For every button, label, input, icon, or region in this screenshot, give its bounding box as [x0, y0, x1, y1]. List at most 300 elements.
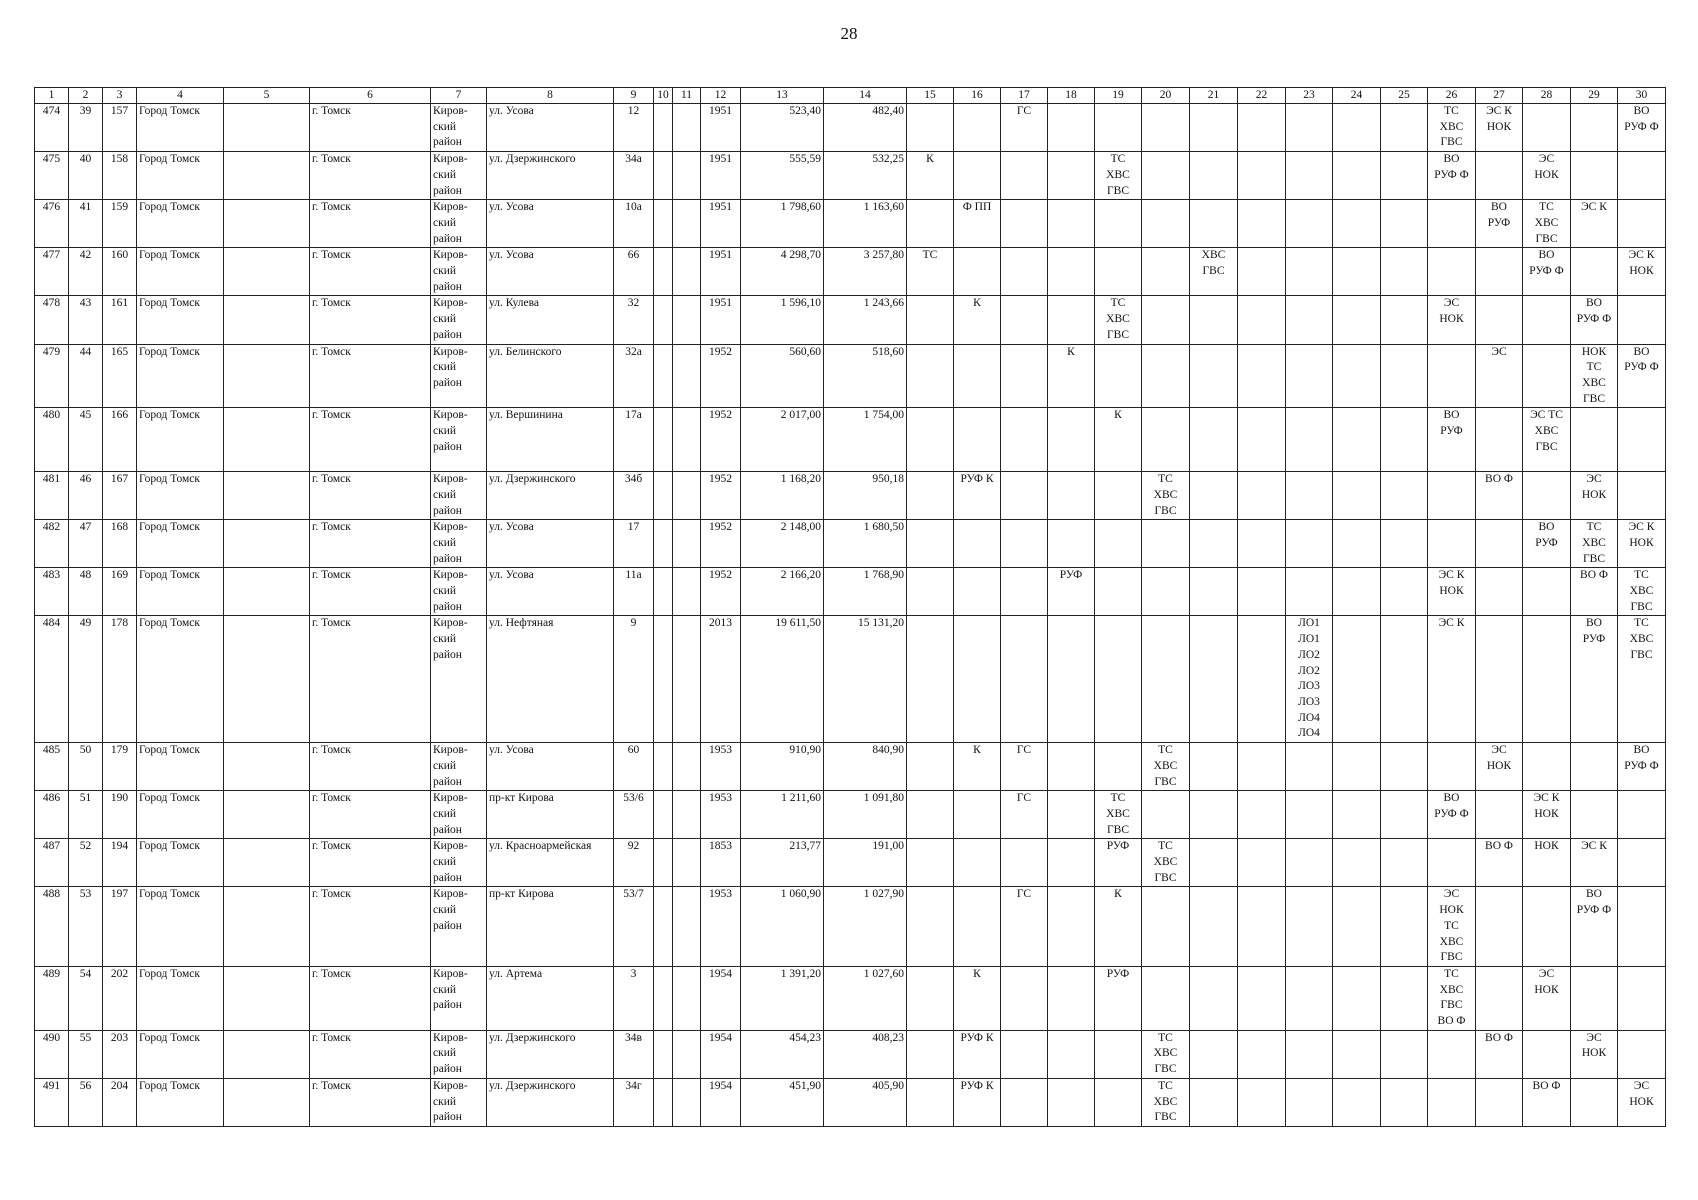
cell-col-30: ЭС К НОК	[1618, 248, 1666, 296]
cell-col-23	[1286, 296, 1333, 344]
cell-col-9: 9	[614, 616, 654, 743]
cell-col-24	[1333, 520, 1381, 568]
cell-col-8: ул. Вершинина	[487, 408, 614, 472]
cell-col-4: Город Томск	[137, 839, 224, 887]
cell-col-18	[1048, 200, 1095, 248]
cell-col-14: 950,18	[824, 472, 907, 520]
cell-col-30	[1618, 296, 1666, 344]
cell-col-28	[1523, 472, 1571, 520]
cell-col-19	[1095, 616, 1142, 743]
cell-col-21	[1190, 200, 1238, 248]
cell-col-24	[1333, 1030, 1381, 1078]
cell-col-30	[1618, 472, 1666, 520]
table-row	[35, 152, 1666, 200]
cell-col-18	[1048, 152, 1095, 200]
cell-col-25	[1381, 616, 1428, 743]
cell-col-17	[1001, 296, 1048, 344]
cell-col-26: ЭС К НОК	[1428, 568, 1476, 616]
cell-col-15	[907, 1030, 954, 1078]
cell-col-18	[1048, 1078, 1095, 1126]
column-header-29: 29	[1571, 88, 1618, 104]
cell-col-15	[907, 344, 954, 408]
cell-col-5	[224, 248, 310, 296]
cell-col-24	[1333, 408, 1381, 472]
cell-col-16: Ф ПП	[954, 200, 1001, 248]
cell-col-13: 910,90	[741, 743, 824, 791]
cell-col-7: Киров- ский район	[431, 520, 487, 568]
cell-col-19: ТС ХВС ГВС	[1095, 296, 1142, 344]
cell-col-10	[654, 1078, 673, 1126]
cell-col-15	[907, 296, 954, 344]
cell-col-20: ТС ХВС ГВС	[1142, 1078, 1190, 1126]
cell-col-16	[954, 344, 1001, 408]
cell-col-10	[654, 520, 673, 568]
cell-col-4: Город Томск	[137, 791, 224, 839]
cell-col-3: 165	[103, 344, 137, 408]
cell-col-9: 53/7	[614, 887, 654, 967]
cell-col-11	[673, 1030, 701, 1078]
cell-col-1: 481	[35, 472, 69, 520]
cell-col-7: Киров- ский район	[431, 1078, 487, 1126]
cell-col-29	[1571, 104, 1618, 152]
cell-col-1: 479	[35, 344, 69, 408]
cell-col-28: ЭС ТС ХВС ГВС	[1523, 408, 1571, 472]
cell-col-2: 54	[69, 966, 103, 1030]
cell-col-13: 2 166,20	[741, 568, 824, 616]
cell-col-21	[1190, 1030, 1238, 1078]
cell-col-4: Город Томск	[137, 296, 224, 344]
cell-col-13: 1 168,20	[741, 472, 824, 520]
cell-col-12: 1853	[701, 839, 741, 887]
cell-col-21	[1190, 568, 1238, 616]
cell-col-26: ВО РУФ Ф	[1428, 152, 1476, 200]
cell-col-4: Город Томск	[137, 200, 224, 248]
cell-col-20: ТС ХВС ГВС	[1142, 743, 1190, 791]
cell-col-16: РУФ К	[954, 1030, 1001, 1078]
cell-col-21	[1190, 472, 1238, 520]
cell-col-14: 482,40	[824, 104, 907, 152]
cell-col-10	[654, 344, 673, 408]
cell-col-12: 1951	[701, 296, 741, 344]
cell-col-26	[1428, 839, 1476, 887]
cell-col-14: 1 768,90	[824, 568, 907, 616]
cell-col-17	[1001, 520, 1048, 568]
cell-col-11	[673, 152, 701, 200]
table-row	[35, 887, 1666, 967]
column-header-7: 7	[431, 88, 487, 104]
cell-col-16: К	[954, 296, 1001, 344]
column-header-3: 3	[103, 88, 137, 104]
cell-col-23	[1286, 520, 1333, 568]
cell-col-25	[1381, 344, 1428, 408]
cell-col-27: ЭС НОК	[1476, 743, 1523, 791]
cell-col-22	[1238, 966, 1286, 1030]
cell-col-5	[224, 408, 310, 472]
cell-col-6: г. Томск	[310, 743, 431, 791]
cell-col-5	[224, 344, 310, 408]
cell-col-27	[1476, 791, 1523, 839]
table-row	[35, 408, 1666, 472]
cell-col-14: 1 027,90	[824, 887, 907, 967]
cell-col-28	[1523, 743, 1571, 791]
column-header-20: 20	[1142, 88, 1190, 104]
cell-col-17	[1001, 616, 1048, 743]
cell-col-22	[1238, 743, 1286, 791]
cell-col-4: Город Томск	[137, 104, 224, 152]
cell-col-16	[954, 520, 1001, 568]
cell-col-28: ВО Ф	[1523, 1078, 1571, 1126]
cell-col-3: 159	[103, 200, 137, 248]
cell-col-28	[1523, 568, 1571, 616]
cell-col-13: 1 060,90	[741, 887, 824, 967]
cell-col-15	[907, 104, 954, 152]
cell-col-19	[1095, 520, 1142, 568]
cell-col-8: ул. Усова	[487, 520, 614, 568]
cell-col-16	[954, 568, 1001, 616]
table-row	[35, 200, 1666, 248]
cell-col-15	[907, 839, 954, 887]
cell-col-11	[673, 520, 701, 568]
cell-col-25	[1381, 200, 1428, 248]
cell-col-27	[1476, 616, 1523, 743]
cell-col-17	[1001, 839, 1048, 887]
cell-col-10	[654, 743, 673, 791]
table-row	[35, 296, 1666, 344]
cell-col-3: 203	[103, 1030, 137, 1078]
cell-col-21	[1190, 616, 1238, 743]
cell-col-8: пр-кт Кирова	[487, 791, 614, 839]
cell-col-22	[1238, 839, 1286, 887]
cell-col-10	[654, 408, 673, 472]
cell-col-29: ЭС НОК	[1571, 472, 1618, 520]
cell-col-19	[1095, 1078, 1142, 1126]
column-header-24: 24	[1333, 88, 1381, 104]
cell-col-2: 49	[69, 616, 103, 743]
cell-col-9: 32	[614, 296, 654, 344]
cell-col-23	[1286, 104, 1333, 152]
table-row	[35, 568, 1666, 616]
cell-col-12: 1951	[701, 248, 741, 296]
cell-col-7: Киров- ский район	[431, 408, 487, 472]
cell-col-9: 10а	[614, 200, 654, 248]
cell-col-6: г. Томск	[310, 296, 431, 344]
cell-col-26	[1428, 344, 1476, 408]
cell-col-4: Город Томск	[137, 344, 224, 408]
cell-col-25	[1381, 152, 1428, 200]
cell-col-26: ЭС НОК	[1428, 296, 1476, 344]
cell-col-26: ЭС К	[1428, 616, 1476, 743]
cell-col-19: РУФ	[1095, 966, 1142, 1030]
cell-col-25	[1381, 743, 1428, 791]
cell-col-23	[1286, 248, 1333, 296]
cell-col-30: ТС ХВС ГВС	[1618, 568, 1666, 616]
cell-col-6: г. Томск	[310, 887, 431, 967]
column-header-21: 21	[1190, 88, 1238, 104]
cell-col-28	[1523, 616, 1571, 743]
cell-col-23	[1286, 966, 1333, 1030]
cell-col-17	[1001, 472, 1048, 520]
cell-col-15: ТС	[907, 248, 954, 296]
cell-col-28: ЭС К НОК	[1523, 791, 1571, 839]
column-header-13: 13	[741, 88, 824, 104]
cell-col-8: ул. Усова	[487, 200, 614, 248]
cell-col-11	[673, 344, 701, 408]
cell-col-12: 1953	[701, 791, 741, 839]
cell-col-15	[907, 743, 954, 791]
cell-col-1: 483	[35, 568, 69, 616]
cell-col-9: 11а	[614, 568, 654, 616]
cell-col-13: 451,90	[741, 1078, 824, 1126]
cell-col-23	[1286, 791, 1333, 839]
cell-col-18	[1048, 520, 1095, 568]
cell-col-20	[1142, 248, 1190, 296]
cell-col-27	[1476, 966, 1523, 1030]
cell-col-22	[1238, 248, 1286, 296]
cell-col-9: 92	[614, 839, 654, 887]
cell-col-6: г. Томск	[310, 248, 431, 296]
cell-col-16	[954, 408, 1001, 472]
cell-col-16	[954, 791, 1001, 839]
cell-col-22	[1238, 104, 1286, 152]
cell-col-4: Город Томск	[137, 472, 224, 520]
cell-col-14: 15 131,20	[824, 616, 907, 743]
cell-col-21	[1190, 743, 1238, 791]
cell-col-24	[1333, 152, 1381, 200]
cell-col-26	[1428, 200, 1476, 248]
cell-col-30: ВО РУФ Ф	[1618, 743, 1666, 791]
cell-col-29: ВО Ф	[1571, 568, 1618, 616]
cell-col-26: ТС ХВС ГВС	[1428, 104, 1476, 152]
cell-col-1: 487	[35, 839, 69, 887]
cell-col-1: 486	[35, 791, 69, 839]
cell-col-24	[1333, 1078, 1381, 1126]
cell-col-8: ул. Дзержинского	[487, 152, 614, 200]
cell-col-14: 1 243,66	[824, 296, 907, 344]
cell-col-5	[224, 1030, 310, 1078]
cell-col-8: ул. Нефтяная	[487, 616, 614, 743]
cell-col-5	[224, 887, 310, 967]
cell-col-2: 45	[69, 408, 103, 472]
cell-col-4: Город Томск	[137, 408, 224, 472]
cell-col-3: 204	[103, 1078, 137, 1126]
cell-col-5	[224, 791, 310, 839]
cell-col-4: Город Томск	[137, 1078, 224, 1126]
cell-col-10	[654, 296, 673, 344]
cell-col-20: ТС ХВС ГВС	[1142, 1030, 1190, 1078]
cell-col-19: К	[1095, 408, 1142, 472]
cell-col-5	[224, 616, 310, 743]
cell-col-29	[1571, 1078, 1618, 1126]
cell-col-26: ЭС НОК ТС ХВС ГВС	[1428, 887, 1476, 967]
cell-col-2: 56	[69, 1078, 103, 1126]
column-header-15: 15	[907, 88, 954, 104]
cell-col-5	[224, 1078, 310, 1126]
cell-col-30	[1618, 408, 1666, 472]
cell-col-12: 2013	[701, 616, 741, 743]
cell-col-12: 1951	[701, 104, 741, 152]
cell-col-25	[1381, 791, 1428, 839]
cell-col-6: г. Томск	[310, 966, 431, 1030]
column-header-30: 30	[1618, 88, 1666, 104]
cell-col-14: 1 027,60	[824, 966, 907, 1030]
cell-col-2: 55	[69, 1030, 103, 1078]
cell-col-21	[1190, 839, 1238, 887]
cell-col-7: Киров- ский район	[431, 472, 487, 520]
cell-col-28	[1523, 887, 1571, 967]
cell-col-15: К	[907, 152, 954, 200]
cell-col-13: 555,59	[741, 152, 824, 200]
cell-col-6: г. Томск	[310, 839, 431, 887]
table-row	[35, 520, 1666, 568]
cell-col-15	[907, 887, 954, 967]
cell-col-9: 53/6	[614, 791, 654, 839]
cell-col-23	[1286, 408, 1333, 472]
cell-col-29: ЭС К	[1571, 200, 1618, 248]
cell-col-13: 523,40	[741, 104, 824, 152]
cell-col-18: К	[1048, 344, 1095, 408]
cell-col-1: 475	[35, 152, 69, 200]
column-header-4: 4	[137, 88, 224, 104]
cell-col-2: 44	[69, 344, 103, 408]
cell-col-24	[1333, 472, 1381, 520]
cell-col-27	[1476, 152, 1523, 200]
cell-col-16: К	[954, 743, 1001, 791]
cell-col-2: 53	[69, 887, 103, 967]
column-header-5: 5	[224, 88, 310, 104]
cell-col-3: 158	[103, 152, 137, 200]
cell-col-20	[1142, 791, 1190, 839]
cell-col-23	[1286, 200, 1333, 248]
cell-col-23	[1286, 152, 1333, 200]
cell-col-21	[1190, 344, 1238, 408]
column-header-14: 14	[824, 88, 907, 104]
cell-col-5	[224, 966, 310, 1030]
cell-col-3: 167	[103, 472, 137, 520]
cell-col-1: 485	[35, 743, 69, 791]
column-header-25: 25	[1381, 88, 1428, 104]
cell-col-25	[1381, 520, 1428, 568]
cell-col-17	[1001, 568, 1048, 616]
page-number: 28	[840, 24, 858, 43]
table-row	[35, 344, 1666, 408]
cell-col-12: 1952	[701, 472, 741, 520]
cell-col-12: 1952	[701, 344, 741, 408]
cell-col-3: 190	[103, 791, 137, 839]
cell-col-18	[1048, 408, 1095, 472]
cell-col-14: 1 754,00	[824, 408, 907, 472]
cell-col-16	[954, 887, 1001, 967]
cell-col-3: 157	[103, 104, 137, 152]
cell-col-10	[654, 839, 673, 887]
table-row	[35, 104, 1666, 152]
cell-col-3: 194	[103, 839, 137, 887]
cell-col-16: К	[954, 966, 1001, 1030]
cell-col-29	[1571, 152, 1618, 200]
cell-col-11	[673, 791, 701, 839]
column-header-19: 19	[1095, 88, 1142, 104]
column-header-16: 16	[954, 88, 1001, 104]
cell-col-10	[654, 472, 673, 520]
cell-col-16	[954, 104, 1001, 152]
cell-col-25	[1381, 887, 1428, 967]
cell-col-22	[1238, 791, 1286, 839]
cell-col-18	[1048, 743, 1095, 791]
cell-col-24	[1333, 568, 1381, 616]
column-header-1: 1	[35, 88, 69, 104]
cell-col-7: Киров- ский район	[431, 839, 487, 887]
cell-col-14: 1 680,50	[824, 520, 907, 568]
cell-col-28	[1523, 296, 1571, 344]
cell-col-18	[1048, 296, 1095, 344]
cell-col-1: 490	[35, 1030, 69, 1078]
cell-col-10	[654, 568, 673, 616]
cell-col-9: 66	[614, 248, 654, 296]
cell-col-16	[954, 248, 1001, 296]
cell-col-7: Киров- ский район	[431, 743, 487, 791]
cell-col-30: ВО РУФ Ф	[1618, 344, 1666, 408]
cell-col-29: ТС ХВС ГВС	[1571, 520, 1618, 568]
cell-col-21	[1190, 520, 1238, 568]
cell-col-21	[1190, 408, 1238, 472]
cell-col-13: 2 148,00	[741, 520, 824, 568]
cell-col-23	[1286, 887, 1333, 967]
cell-col-28: ТС ХВС ГВС	[1523, 200, 1571, 248]
cell-col-4: Город Томск	[137, 966, 224, 1030]
cell-col-2: 43	[69, 296, 103, 344]
cell-col-11	[673, 839, 701, 887]
cell-col-22	[1238, 200, 1286, 248]
cell-col-10	[654, 152, 673, 200]
cell-col-27	[1476, 520, 1523, 568]
cell-col-3: 161	[103, 296, 137, 344]
cell-col-21	[1190, 791, 1238, 839]
cell-col-2: 48	[69, 568, 103, 616]
cell-col-12: 1951	[701, 152, 741, 200]
cell-col-25	[1381, 472, 1428, 520]
cell-col-19: ТС ХВС ГВС	[1095, 791, 1142, 839]
cell-col-19	[1095, 743, 1142, 791]
registry-table	[34, 87, 1666, 1127]
cell-col-27	[1476, 887, 1523, 967]
cell-col-25	[1381, 839, 1428, 887]
cell-col-29	[1571, 966, 1618, 1030]
cell-col-9: 17а	[614, 408, 654, 472]
cell-col-17	[1001, 1030, 1048, 1078]
cell-col-15	[907, 966, 954, 1030]
column-header-26: 26	[1428, 88, 1476, 104]
cell-col-7: Киров- ский район	[431, 568, 487, 616]
cell-col-20	[1142, 152, 1190, 200]
column-header-17: 17	[1001, 88, 1048, 104]
cell-col-20	[1142, 408, 1190, 472]
table-row	[35, 616, 1666, 743]
cell-col-19	[1095, 1030, 1142, 1078]
cell-col-17	[1001, 200, 1048, 248]
cell-col-28	[1523, 104, 1571, 152]
cell-col-19	[1095, 344, 1142, 408]
column-header-2: 2	[69, 88, 103, 104]
cell-col-4: Город Томск	[137, 616, 224, 743]
cell-col-8: ул. Усова	[487, 568, 614, 616]
table-row	[35, 1030, 1666, 1078]
cell-col-16: РУФ К	[954, 1078, 1001, 1126]
cell-col-14: 1 091,80	[824, 791, 907, 839]
cell-col-16	[954, 839, 1001, 887]
cell-col-26	[1428, 1078, 1476, 1126]
cell-col-24	[1333, 200, 1381, 248]
table-row	[35, 248, 1666, 296]
cell-col-2: 51	[69, 791, 103, 839]
